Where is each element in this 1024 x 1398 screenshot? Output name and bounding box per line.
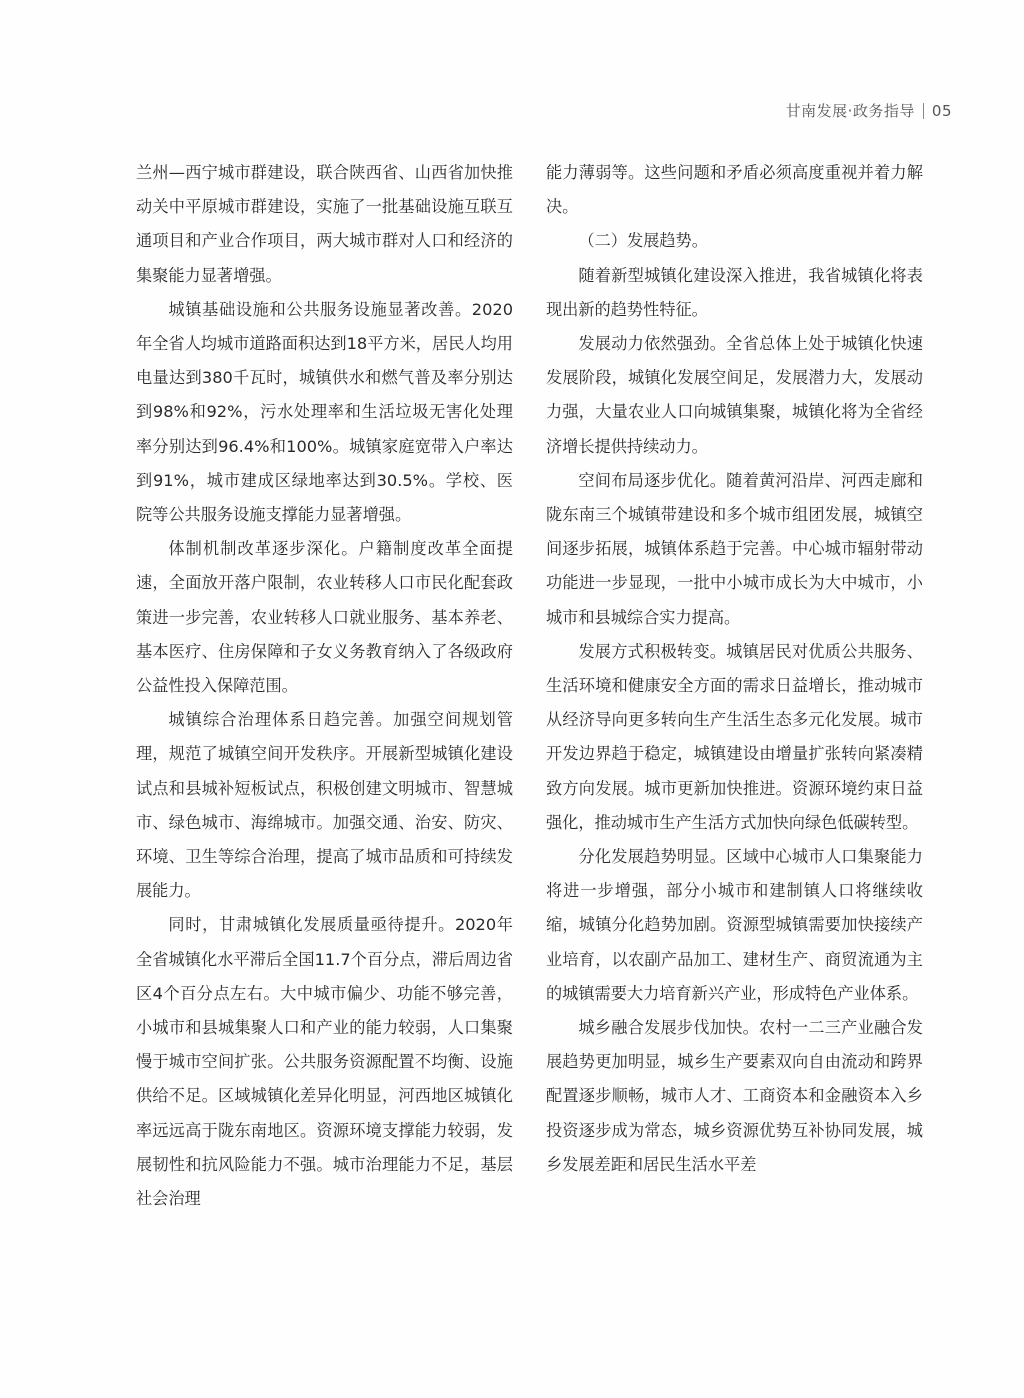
page-number: 05 bbox=[931, 101, 952, 120]
paragraph: 空间布局逐步优化。随着黄河沿岸、河西走廊和陇东南三个城镇带建设和多个城市组团发展，城镇空间逐步拓展，城镇体系趋于完善。中心城市辐射带动功能进一步显现，一批中小城市成长为大中城市，小城市和县城综合实力提高。 bbox=[546, 470, 923, 627]
paragraph: 城镇综合治理体系日趋完善。加强空间规划管理，规范了城镇空间开发秩序。开展新型城镇化建设试点和县城补短板试点，积极创建文明城市、智慧城市、绿色城市、海绵城市。加强交通、治安、防灾、环境、卫生等综合治理，提高了城市品质和可持续发展能力。 bbox=[136, 710, 513, 901]
header-title: 甘南发展·政务指导 bbox=[785, 102, 915, 120]
header-divider bbox=[923, 103, 924, 119]
paragraph: 体制机制改革逐步深化。户籍制度改革全面提速，全面放开落户限制，农业转移人口市民化配套政策进一步完善，农业转移人口就业服务、基本养老、基本医疗、住房保障和子女义务教育纳入了各级政府公益性投入保障范围。 bbox=[136, 539, 513, 696]
left-column bbox=[136, 156, 513, 1216]
running-header bbox=[786, 100, 952, 121]
paragraph: 同时，甘肃城镇化发展质量亟待提升。2020年全省城镇化水平滞后全国11.7个百分点，滞后周边省区4个百分点左右。大中城市偏少、功能不够完善，小城市和县城集聚人口和产业的能力较弱，人口集聚慢于城市空间扩张。公共服务资源配置不均衡、设施供给不足。区域城镇化差异化明显，河西地区城镇化率远远高于陇东南地区。资源环境支撑能力较弱，发展韧性和抗风险能力不强。城市治理能力不足，基层社会治理 bbox=[136, 915, 513, 1209]
right-column bbox=[546, 156, 923, 1182]
paragraph: 分化发展趋势明显。区域中心城市人口集聚能力将进一步增强，部分小城市和建制镇人口将继续收缩，城镇分化趋势加剧。资源型城镇需要加快接续产业培育，以农副产品加工、建材生产、商贸流通为主的城镇需要大力培育新兴产业，形成特色产业体系。 bbox=[546, 847, 923, 1003]
paragraph: 能力薄弱等。这些问题和矛盾必须高度重视并着力解决。 bbox=[546, 163, 923, 217]
paragraph: 城镇基础设施和公共服务设施显著改善。2020年全省人均城市道路面积达到18平方米，居民人均用电量达到380千瓦时，城镇供水和燃气普及率分别达到98%和92%，污水处理率和生活垃圾无害化处理率分别达到96.4%和100%。城镇家庭宽带入户率达到91%，城市建成区绿地率达到30.5%。学校、医院等公共服务设施支撑能力显著增强。 bbox=[136, 299, 513, 525]
paragraph: 发展方式积极转变。城镇居民对优质公共服务、生活环境和健康安全方面的需求日益增长，推动城市从经济导向更多转向生产生活生态多元化发展。城市开发边界趋于稳定，城镇建设由增量扩张转向紧凑精致方向发展。城市更新加快推进。资源环境约束日益强化，推动城市生产生活方式加快向绿色低碳转型。 bbox=[546, 641, 923, 832]
paragraph: 随着新型城镇化建设深入推进，我省城镇化将表现出新的趋势性特征。 bbox=[546, 265, 923, 319]
paragraph: 发展动力依然强劲。全省总体上处于城镇化快速发展阶段，城镇化发展空间足，发展潜力大，发展动力强，大量农业人口向城镇集聚，城镇化将为全省经济增长提供持续动力。 bbox=[546, 334, 923, 456]
paragraph: 兰州—西宁城市群建设，联合陕西省、山西省加快推动关中平原城市群建设，实施了一批基础设施互联互通项目和产业合作项目，两大城市群对人口和经济的集聚能力显著增强。 bbox=[136, 163, 513, 285]
section-heading: （二）发展趋势。 bbox=[578, 231, 708, 251]
paragraph: 城乡融合发展步伐加快。农村一二三产业融合发展趋势更加明显，城乡生产要素双向自由流动和跨界配置逐步顺畅，城市人才、工商资本和金融资本入乡投资逐步成为常态，城乡资源优势互补协同发展，城乡发展差距和居民生活水平差 bbox=[546, 1018, 923, 1174]
